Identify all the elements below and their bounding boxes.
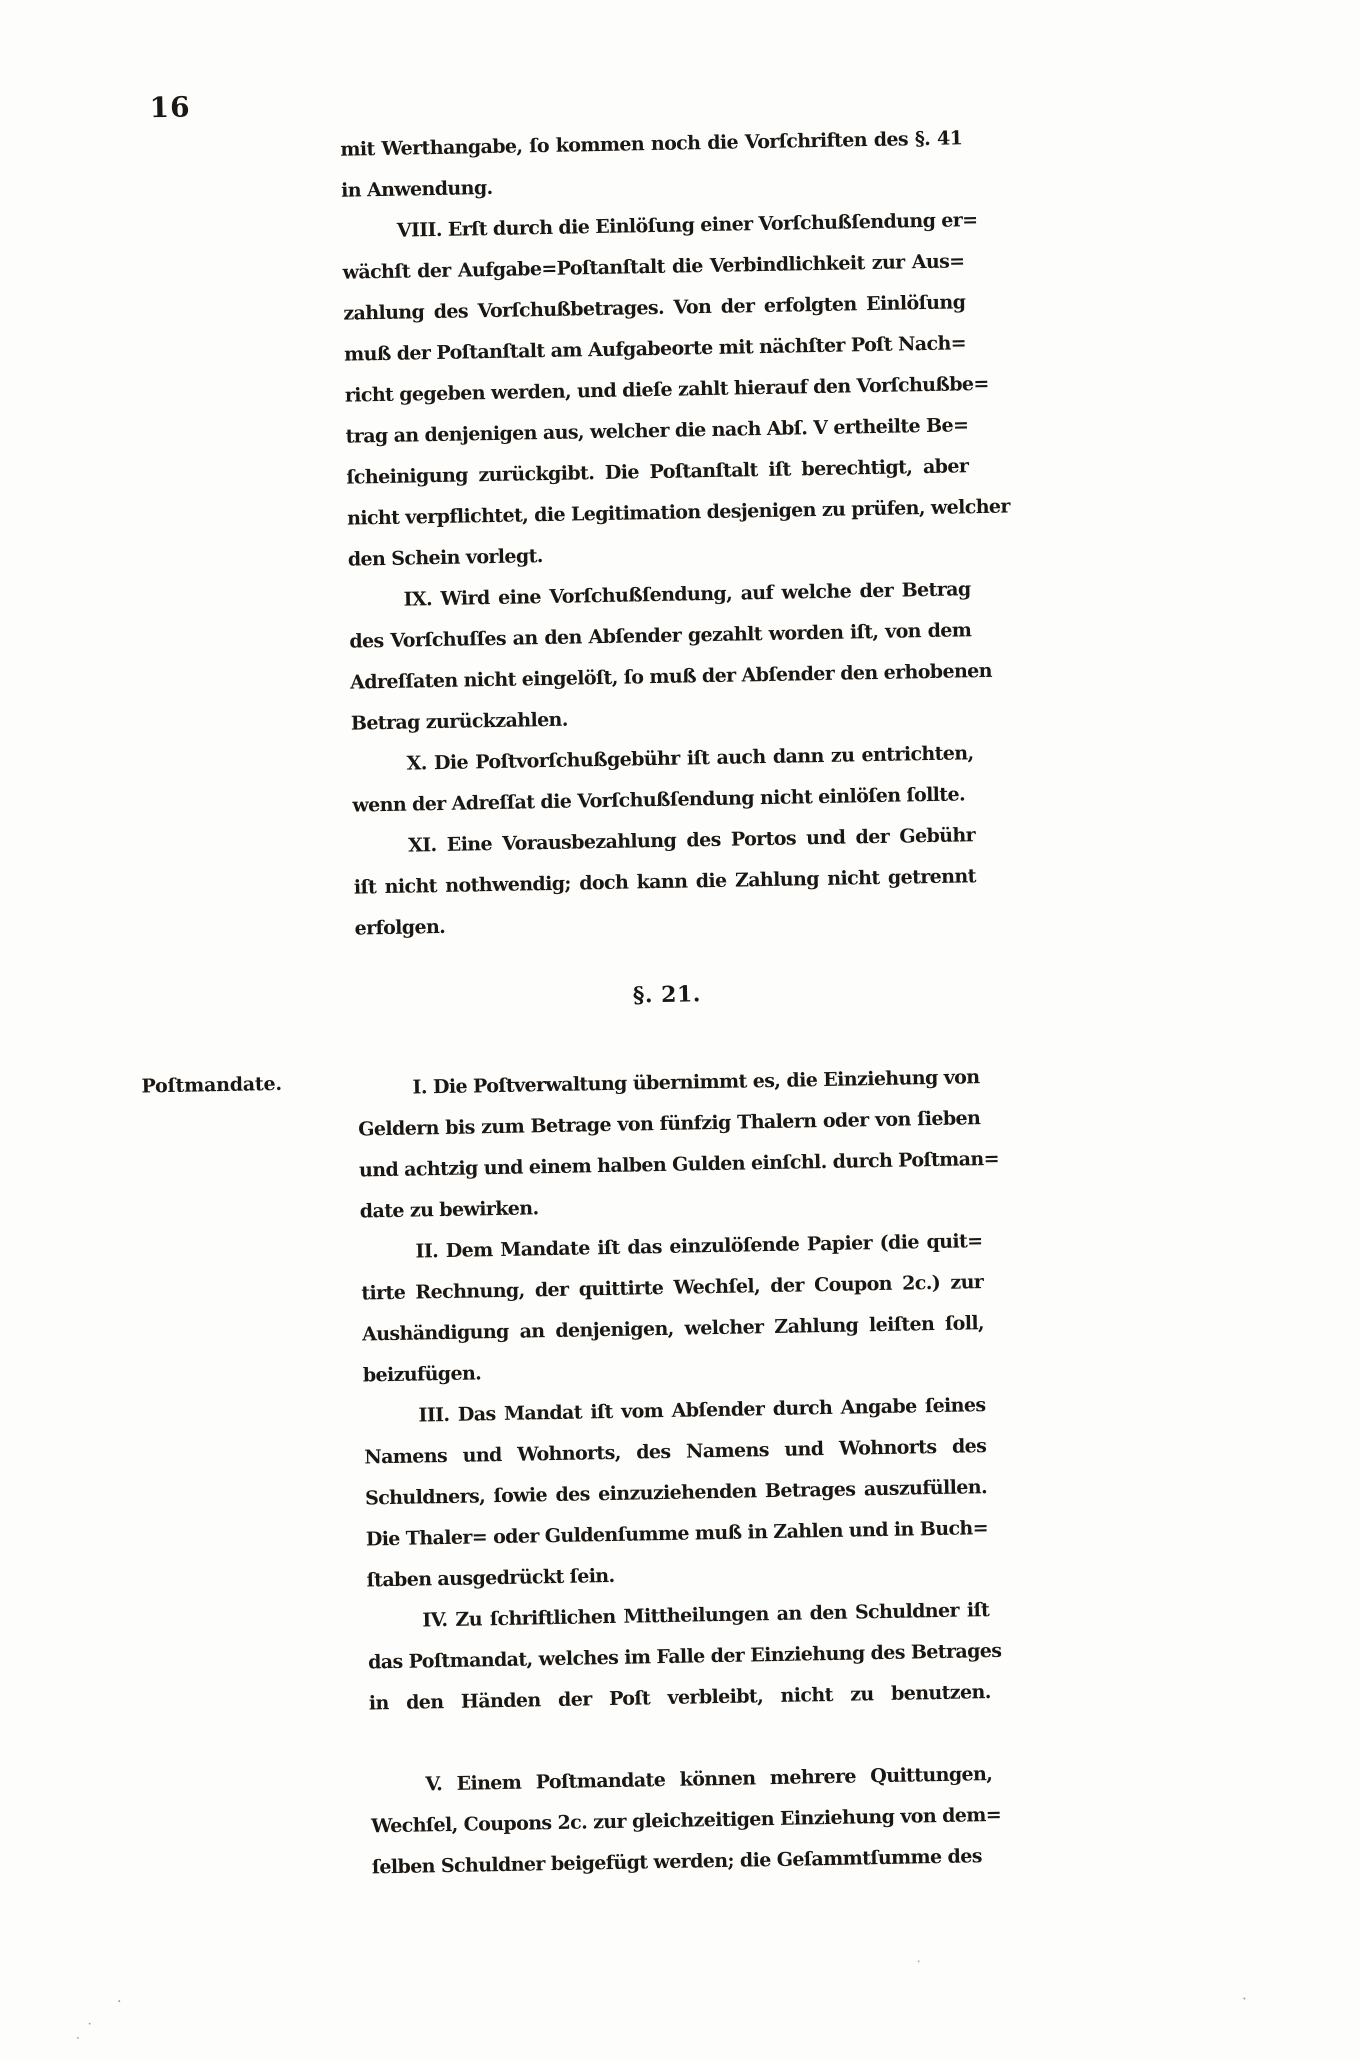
- text-line: I. Die Poſtverwaltung übernimmt es, die Einziehung von: [412, 1066, 980, 1099]
- text-line: Adreſſaten nicht eingelöſt, ſo muß der Abſender den erhobenen: [349, 659, 993, 694]
- text-line: den Schein vorlegt.: [347, 545, 544, 571]
- text-line: tirte Rechnung, der quittirte Wechſel, der Coupon 2c.) zur: [361, 1271, 984, 1305]
- text-line: Die Thaler= oder Guldenſumme muß in Zahlen und in Buch=: [365, 1517, 989, 1551]
- text-line: muß der Poſtanſtalt am Aufgabeorte mit nächſter Poſt Nach=: [343, 332, 967, 366]
- text-line: wenn der Adreſſat die Vorſchußſendung nicht einlöſen ſollte.: [352, 783, 966, 817]
- text-line: wächſt der Aufgabe=Poſtanſtalt die Verbindlichkeit zur Aus=: [342, 250, 965, 284]
- body-text-upper: [340, 118, 1011, 949]
- text-line: nicht verpflichtet, die Legitimation desjenigen zu prüfen, welcher: [346, 495, 1011, 530]
- text-line: ſelben Schuldner beigefügt werden; die Geſammtſumme des: [371, 1845, 983, 1879]
- text-line: beizufügen.: [362, 1362, 482, 1387]
- text-line: des Vorſchuſſes an den Abſender gezahlt worden iſt, von dem: [349, 619, 972, 653]
- text-line: das Poſtmandat, welches im Falle der Einziehung des Betrages: [367, 1639, 1002, 1674]
- text-line: iſt nicht nothwendig; doch kann die Zahlung nicht getrennt: [353, 865, 976, 899]
- text-line: ſtaben ausgedrückt ſein.: [366, 1564, 615, 1592]
- text-line: II. Dem Mandate iſt das einzulöſende Papier (die quit=: [415, 1230, 983, 1263]
- text-line: date zu bewirken.: [359, 1197, 539, 1223]
- text-line: V. Einem Poſtmandate können mehrere Quittungen,: [425, 1763, 993, 1796]
- text-line: trag an denjenigen aus, welcher die nach Abſ. V ertheilte Be=: [345, 414, 969, 448]
- text-line: richt gegeben werden, und dieſe zahlt hierauf den Vorſchußbe=: [344, 372, 989, 407]
- text-line: Schuldners, ſowie des einzuziehenden Betrages auszufüllen.: [364, 1476, 988, 1510]
- text-line: IX. Wird eine Vorſchußſendung, auf welche der Betrag: [403, 578, 971, 611]
- text-line: und achtzig und einem halben Gulden einſchl. durch Poſtman=: [358, 1147, 1000, 1182]
- page-number: 16: [149, 90, 191, 125]
- margin-note: Poſtmandate.: [141, 1072, 282, 1098]
- text-line: Namens und Wohnorts, des Namens und Wohnorts des: [364, 1435, 987, 1469]
- text-line: III. Das Mandat iſt vom Abſender durch Angabe ſeines: [418, 1394, 986, 1427]
- text-line: X. Die Poſtvorſchußgebühr iſt auch dann zu entrichten,: [406, 742, 974, 775]
- text-line: ſcheinigung zurückgibt. Die Poſtanſtalt iſt berechtigt, aber: [346, 455, 969, 489]
- text-line: Geldern bis zum Betrage von fünfzig Thalern oder von ſieben: [358, 1107, 981, 1141]
- section-heading: §. 21.: [632, 981, 702, 1009]
- text-line: Betrag zurückzahlen.: [350, 708, 569, 735]
- body-text-lower: [357, 1057, 1002, 1888]
- text-line: IV. Zu ſchriftlichen Mittheilungen an den Schuldner iſt: [422, 1599, 990, 1632]
- text-line: Wechſel, Coupons 2c. zur gleichzeitigen Einziehung von dem=: [370, 1803, 1002, 1838]
- text-line: VIII. Erſt durch die Einlöſung einer Vorſchußſendung er=: [396, 209, 978, 242]
- text-line: erfolgen.: [354, 915, 446, 940]
- text-line: XI. Eine Vorausbezahlung des Portos und der Gebühr: [407, 824, 976, 857]
- scan-noise: [118, 2000, 120, 2002]
- text-line: in den Händen der Poſt verbleibt, nicht zu benutzen.: [368, 1681, 991, 1715]
- text-line: zahlung des Vorſchußbetrages. Von der erfolgten Einlöſung: [343, 291, 966, 325]
- text-line: in Anwendung.: [340, 176, 493, 202]
- text-line: Aushändigung an denjenigen, welcher Zahlung leiſten ſoll,: [361, 1312, 985, 1346]
- text-line: mit Werthangabe, ſo kommen noch die Vorſchriften des §. 41: [340, 127, 963, 161]
